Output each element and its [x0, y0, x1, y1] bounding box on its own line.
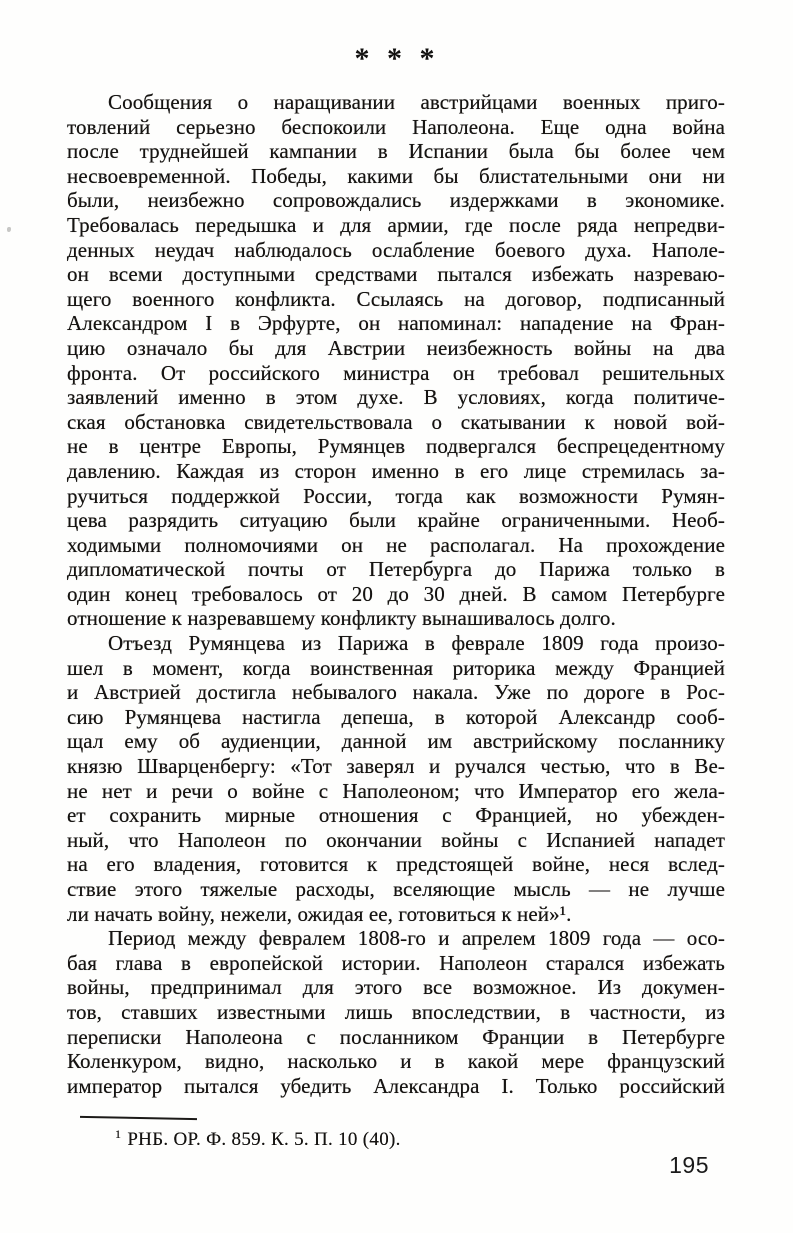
- text-line: щал ему об аудиенции, данной им австрийскому посланнику: [67, 729, 725, 754]
- text-line: не нет и речи о войне с Наполеоном; что Император его жела-: [67, 778, 725, 803]
- text-line: товлений серьезно беспокоили Наполеона. Еще одна война: [67, 114, 725, 139]
- text-line: ходимыми полномочиями он не располагал. На прохождение: [67, 532, 725, 557]
- text-line: Отъезд Румянцева из Парижа в феврале 1809 года произо-: [108, 631, 725, 656]
- text-line: шел в момент, когда воинственная риторика между Францией: [67, 655, 725, 680]
- text-line: сию Румянцева настигла депеша, в которой Александр сооб-: [67, 704, 725, 729]
- text-line: ская обстановка свидетельствовала о скатывании к новой вой-: [67, 409, 725, 434]
- scan-artifact: [7, 227, 11, 232]
- text-line: ный, что Наполеон по окончании войны с Испанией нападет: [67, 827, 725, 852]
- text-line: ручиться поддержкой России, тогда как возможности Румян-: [67, 483, 725, 508]
- text-line: не в центре Европы, Румянцев подвергался беспрецедентному: [67, 434, 725, 459]
- text-line: тов, ставших известными лишь впоследствии, в частности, из: [67, 999, 725, 1024]
- paragraph: [67, 631, 725, 926]
- text-line: несвоевременной. Победы, какими бы блистательными они ни: [67, 163, 725, 188]
- text-line: фронта. От российского министра он требовал решительных: [67, 360, 725, 385]
- section-divider: * * *: [354, 42, 439, 75]
- text-line: на его владения, готовится к предстоящей войне, неся вслед-: [67, 852, 725, 877]
- text-line: денных неудач наблюдалось ослабление боевого духа. Наполе-: [67, 237, 725, 262]
- text-line: Требовалась передышка и для армии, где после ряда непредви-: [67, 212, 725, 237]
- text-line: переписки Наполеона с посланником Франции в Петербурге: [67, 1024, 725, 1049]
- text-line: после труднейшей кампании в Испании была бы более чем: [67, 139, 725, 164]
- footnote-marker: 1: [115, 1126, 122, 1141]
- text-line: и Австрией достигла небывалого накала. Уже по дороге в Рос-: [67, 680, 725, 705]
- text-line: бая глава в европейской истории. Наполеон старался избежать: [67, 950, 725, 975]
- text-line: император пытался убедить Александра I. Только российский: [67, 1073, 725, 1098]
- footnote-separator: [80, 1116, 197, 1120]
- text-line: дипломатической почты от Петербурга до Парижа только в: [67, 557, 725, 582]
- footnote: [67, 1128, 725, 1151]
- text-line: Период между февралем 1808-го и апрелем 1809 года — осо-: [108, 926, 725, 951]
- footnote-text: РНБ. ОР. Ф. 859. К. 5. П. 10 (40).: [127, 1129, 401, 1150]
- text-line: давлению. Каждая из сторон именно в его лице стремилась за-: [67, 458, 725, 483]
- text-line: заявлений именно в этом духе. В условиях, когда политиче-: [67, 385, 725, 410]
- text-line: один конец требовалось от 20 до 30 дней. В самом Петербурге: [67, 581, 725, 606]
- paragraph: [67, 926, 725, 1098]
- text-line: ли начать войну, нежели, ожидая ее, готовиться к ней»¹.: [67, 901, 572, 926]
- text-line: войны, предпринимал для этого все возможное. Из докумен-: [67, 975, 725, 1000]
- text-line: цева разрядить ситуацию были крайне ограниченными. Необ-: [67, 508, 725, 533]
- text-line: Коленкуром, видно, насколько и в какой мере французский: [67, 1049, 725, 1074]
- text-line: он всеми доступными средствами пытался избежать назреваю-: [67, 262, 725, 287]
- text-line: были, неизбежно сопровождались издержками в экономике.: [67, 188, 725, 213]
- page-body: [67, 90, 725, 1098]
- text-line: ет сохранить мирные отношения с Францией, но убежден-: [67, 803, 725, 828]
- text-line: отношение к назревавшему конфликту вынашивалось долго.: [67, 606, 616, 631]
- text-line: щего военного конфликта. Ссылаясь на договор, подписанный: [67, 286, 725, 311]
- page-number: 195: [669, 1152, 709, 1178]
- text-line: цию означало бы для Австрии неизбежность войны на два: [67, 335, 725, 360]
- paragraph: [67, 90, 725, 631]
- text-line: князю Шварценбергу: «Тот заверял и ручался честью, что в Ве-: [67, 754, 725, 779]
- text-line: Сообщения о наращивании австрийцами военных приго-: [108, 90, 725, 114]
- text-line: Александром I в Эрфурте, он напоминал: нападение на Фран-: [67, 311, 725, 336]
- text-line: ствие этого тяжелые расходы, вселяющие мысль — не лучше: [67, 877, 725, 901]
